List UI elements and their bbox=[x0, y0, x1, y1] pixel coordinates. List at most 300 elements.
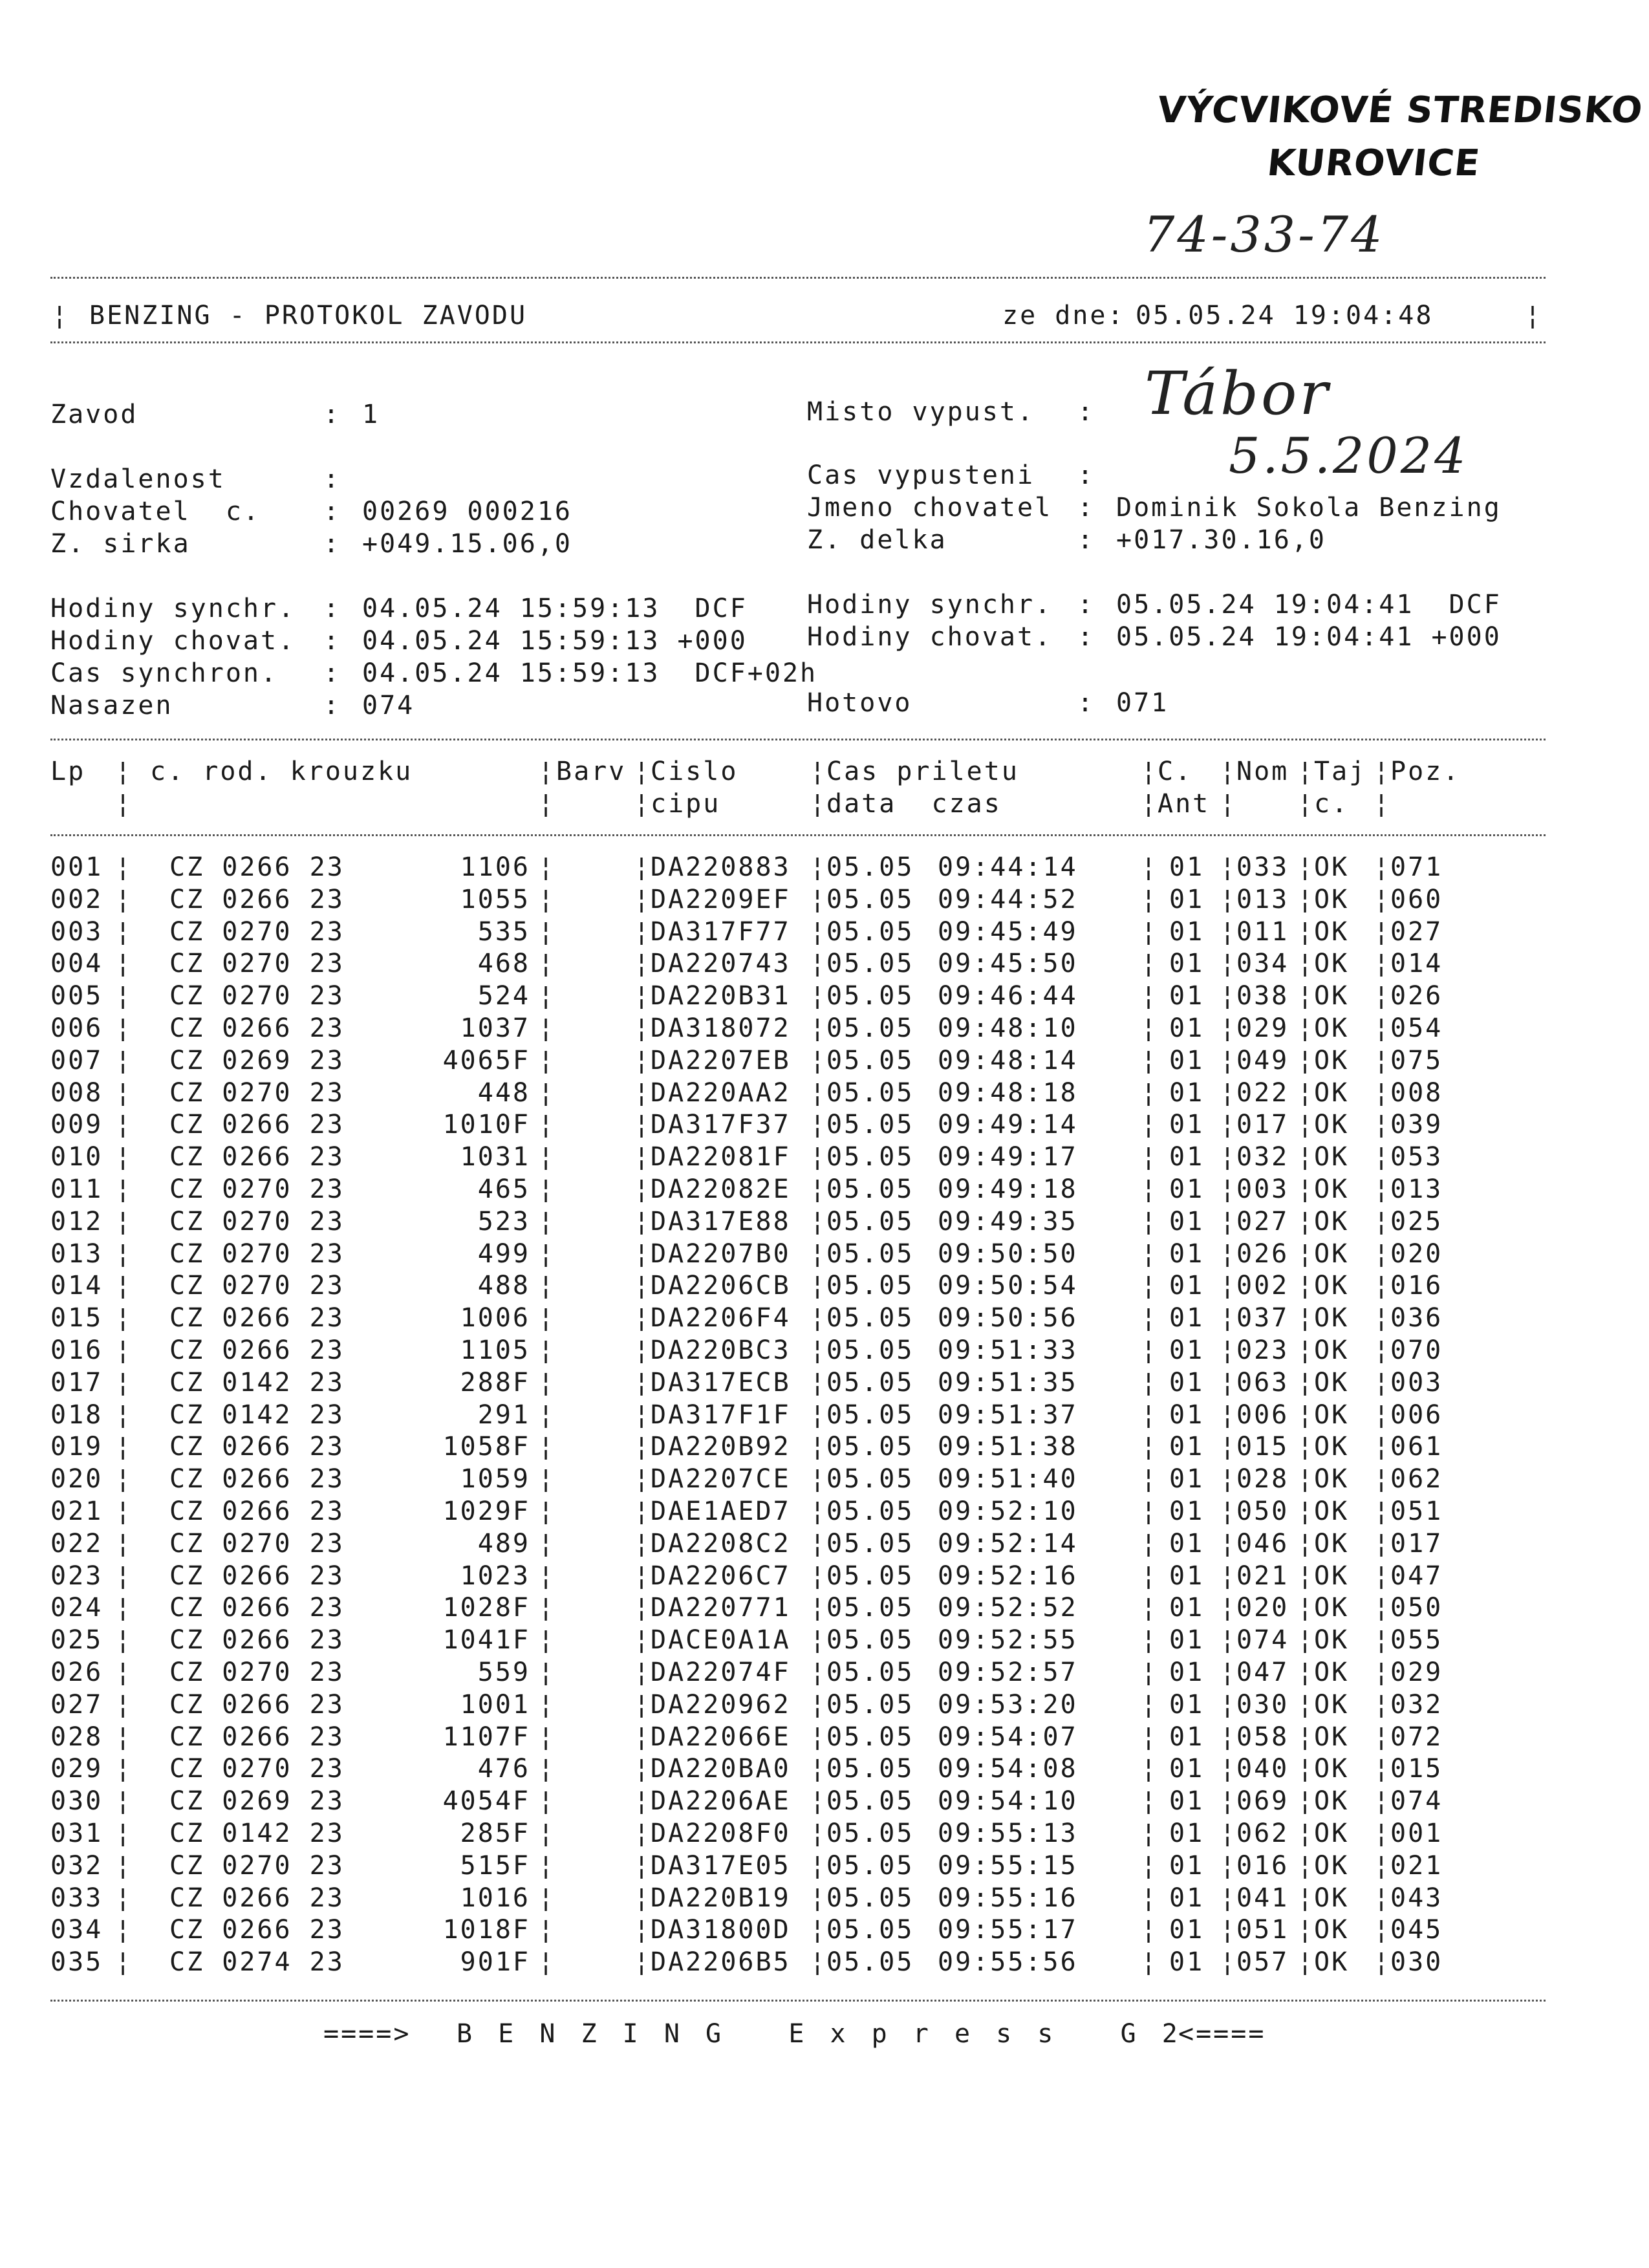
cell-separator: ¦ bbox=[1374, 1367, 1390, 1398]
cell-nom: 049 bbox=[1236, 1045, 1289, 1075]
cell-poz: 074 bbox=[1390, 1786, 1443, 1817]
cell-separator: ¦ bbox=[115, 1658, 131, 1687]
cell-separator: ¦ bbox=[1220, 1367, 1236, 1398]
cell-time: 09:51:40 bbox=[938, 1464, 1078, 1495]
col-sep: ¦ bbox=[1297, 757, 1315, 786]
cell-ring: CZ 0266 23 bbox=[169, 1722, 345, 1752]
col-sep: ¦ bbox=[1374, 789, 1392, 819]
cell-lp: 021 bbox=[50, 1496, 103, 1526]
cell-date: 05.05 bbox=[826, 1689, 914, 1720]
cell-separator: ¦ bbox=[115, 1883, 131, 1913]
cell-separator: ¦ bbox=[810, 1561, 826, 1591]
cell-separator: ¦ bbox=[810, 1947, 826, 1978]
col-nom: Nom bbox=[1236, 757, 1289, 786]
cell-ring: CZ 0142 23 bbox=[169, 1399, 345, 1430]
cell-separator: ¦ bbox=[1297, 1625, 1313, 1656]
hs-left-label: Hodiny synchr. bbox=[50, 594, 296, 623]
cell-ant: 01 bbox=[1169, 981, 1205, 1011]
cell-chip: DA220B92 bbox=[651, 1432, 791, 1462]
cell-poz: 047 bbox=[1390, 1561, 1443, 1591]
cell-num: 1028F bbox=[442, 1593, 530, 1623]
cell-separator: ¦ bbox=[810, 1271, 826, 1301]
cell-separator: ¦ bbox=[538, 1045, 554, 1075]
nasazen-label: Nasazen bbox=[50, 691, 173, 720]
cell-nom: 017 bbox=[1236, 1110, 1289, 1140]
cell-num: 448 bbox=[477, 1077, 530, 1108]
col-sep: ¦ bbox=[1374, 757, 1392, 786]
cell-separator: ¦ bbox=[1220, 884, 1236, 914]
cell-nom: 074 bbox=[1236, 1625, 1289, 1656]
cell-separator: ¦ bbox=[810, 1399, 826, 1430]
cell-nom: 034 bbox=[1236, 949, 1289, 979]
cell-separator: ¦ bbox=[1141, 1238, 1157, 1269]
cell-separator: ¦ bbox=[1220, 1464, 1236, 1495]
cell-ant: 01 bbox=[1169, 1399, 1205, 1430]
cell-ring: CZ 0266 23 bbox=[169, 1883, 345, 1913]
cell-separator: ¦ bbox=[1297, 1206, 1313, 1237]
table-row bbox=[0, 1271, 1649, 1303]
cell-nom: 029 bbox=[1236, 1013, 1289, 1043]
cell-ring: CZ 0266 23 bbox=[169, 1625, 345, 1656]
cell-ring: CZ 0266 23 bbox=[169, 1464, 345, 1495]
cell-ok: OK bbox=[1314, 1496, 1350, 1526]
table-row bbox=[0, 1625, 1649, 1658]
cell-separator: ¦ bbox=[1297, 1399, 1313, 1430]
cell-separator: ¦ bbox=[810, 1464, 826, 1495]
cell-date: 05.05 bbox=[826, 1528, 914, 1559]
colon: : bbox=[323, 497, 341, 526]
cell-ant: 01 bbox=[1169, 852, 1205, 882]
cell-ring: CZ 0269 23 bbox=[169, 1045, 345, 1075]
table-row bbox=[0, 1786, 1649, 1819]
cell-time: 09:49:17 bbox=[938, 1142, 1078, 1172]
table-row bbox=[0, 1303, 1649, 1335]
table-row bbox=[0, 1690, 1649, 1722]
cell-separator: ¦ bbox=[1374, 1496, 1390, 1526]
cell-separator: ¦ bbox=[115, 852, 131, 882]
cell-separator: ¦ bbox=[538, 1850, 554, 1881]
cell-chip: DA220B31 bbox=[651, 981, 791, 1011]
cell-separator: ¦ bbox=[1141, 1947, 1157, 1978]
cell-ring: CZ 0266 23 bbox=[169, 1496, 345, 1526]
cell-separator: ¦ bbox=[538, 1110, 554, 1140]
cell-date: 05.05 bbox=[826, 1077, 914, 1108]
cell-separator: ¦ bbox=[634, 1561, 650, 1591]
cell-time: 09:54:08 bbox=[938, 1754, 1078, 1784]
hs-right-value: 05.05.24 19:04:41 DCF bbox=[1116, 590, 1502, 620]
table-row bbox=[0, 1174, 1649, 1207]
cell-num: 465 bbox=[477, 1174, 530, 1204]
cell-nom: 051 bbox=[1236, 1915, 1289, 1945]
col-lp: Lp bbox=[50, 757, 86, 786]
cell-ok: OK bbox=[1314, 949, 1350, 979]
cell-separator: ¦ bbox=[115, 1303, 131, 1334]
cell-poz: 062 bbox=[1390, 1464, 1443, 1495]
cell-lp: 024 bbox=[50, 1593, 103, 1623]
cell-separator: ¦ bbox=[115, 1496, 131, 1526]
colon: : bbox=[1077, 688, 1095, 718]
col-cas-2: data czas bbox=[826, 789, 1002, 819]
cell-nom: 041 bbox=[1236, 1883, 1289, 1913]
cell-separator: ¦ bbox=[810, 1850, 826, 1881]
cell-nom: 020 bbox=[1236, 1593, 1289, 1623]
cell-date: 05.05 bbox=[826, 1399, 914, 1430]
cell-ant: 01 bbox=[1169, 1045, 1205, 1075]
cell-separator: ¦ bbox=[634, 1045, 650, 1075]
divider-top bbox=[50, 277, 1546, 279]
handwritten-code: 74-33-74 bbox=[1143, 206, 1385, 263]
cell-separator: ¦ bbox=[115, 1206, 131, 1237]
cell-separator: ¦ bbox=[115, 1528, 131, 1559]
cell-nom: 030 bbox=[1236, 1689, 1289, 1720]
cell-ring: CZ 0266 23 bbox=[169, 1915, 345, 1945]
header-right-bar: ¦ bbox=[1525, 301, 1543, 330]
cell-date: 05.05 bbox=[826, 1367, 914, 1398]
colon: : bbox=[323, 658, 341, 688]
colon: : bbox=[323, 691, 341, 720]
cell-separator: ¦ bbox=[1141, 1786, 1157, 1817]
cell-poz: 006 bbox=[1390, 1399, 1443, 1430]
cell-ant: 01 bbox=[1169, 1238, 1205, 1269]
cell-separator: ¦ bbox=[634, 1367, 650, 1398]
cell-lp: 035 bbox=[50, 1947, 103, 1978]
cell-ant: 01 bbox=[1169, 1206, 1205, 1237]
cell-separator: ¦ bbox=[1374, 1561, 1390, 1591]
cell-ant: 01 bbox=[1169, 884, 1205, 914]
cell-ring: CZ 0270 23 bbox=[169, 916, 345, 947]
jmeno-label: Jmeno chovatel bbox=[807, 493, 1053, 523]
stamp-line-1: VÝCVIKOVÉ STREDISKO bbox=[1155, 89, 1645, 131]
cell-separator: ¦ bbox=[1141, 916, 1157, 947]
cell-separator: ¦ bbox=[538, 1658, 554, 1687]
cell-num: 523 bbox=[477, 1206, 530, 1237]
cell-chip: DA2208C2 bbox=[651, 1528, 791, 1559]
cell-separator: ¦ bbox=[1297, 1464, 1313, 1495]
hc-right-value: 05.05.24 19:04:41 +000 bbox=[1116, 622, 1502, 652]
cell-poz: 021 bbox=[1390, 1850, 1443, 1881]
cell-chip: DA22066E bbox=[651, 1722, 791, 1752]
cell-nom: 069 bbox=[1236, 1786, 1289, 1817]
chovatel-value: 00269 000216 bbox=[362, 497, 572, 526]
cell-num: 1023 bbox=[460, 1561, 530, 1591]
col-poz: Poz. bbox=[1390, 757, 1461, 786]
cell-date: 05.05 bbox=[826, 1754, 914, 1784]
zavod-value: 1 bbox=[362, 400, 380, 429]
cell-separator: ¦ bbox=[1374, 1528, 1390, 1559]
hotovo-value: 071 bbox=[1116, 688, 1169, 718]
cell-time: 09:48:18 bbox=[938, 1077, 1078, 1108]
cell-ok: OK bbox=[1314, 1432, 1350, 1462]
cell-separator: ¦ bbox=[538, 981, 554, 1011]
cell-nom: 037 bbox=[1236, 1303, 1289, 1334]
cell-ring: CZ 0270 23 bbox=[169, 1077, 345, 1108]
cell-num: 488 bbox=[477, 1271, 530, 1301]
cell-separator: ¦ bbox=[115, 1174, 131, 1204]
cell-separator: ¦ bbox=[634, 1819, 650, 1848]
cell-ok: OK bbox=[1314, 1593, 1350, 1623]
cell-lp: 028 bbox=[50, 1722, 103, 1752]
cell-separator: ¦ bbox=[634, 1335, 650, 1365]
jmeno-value: Dominik Sokola Benzing bbox=[1116, 493, 1502, 523]
cell-lp: 026 bbox=[50, 1658, 103, 1687]
col-sep: ¦ bbox=[115, 757, 133, 786]
cell-separator: ¦ bbox=[810, 1625, 826, 1656]
colon: : bbox=[323, 529, 341, 559]
cell-separator: ¦ bbox=[538, 1335, 554, 1365]
cell-chip: DA317E88 bbox=[651, 1206, 791, 1237]
cell-ok: OK bbox=[1314, 1077, 1350, 1108]
cell-ant: 01 bbox=[1169, 1786, 1205, 1817]
cell-separator: ¦ bbox=[810, 1819, 826, 1848]
cell-chip: DA2207B0 bbox=[651, 1238, 791, 1269]
cell-chip: DA220B19 bbox=[651, 1883, 791, 1913]
col-sep: ¦ bbox=[1141, 757, 1159, 786]
cell-separator: ¦ bbox=[1141, 852, 1157, 882]
cell-num: 288F bbox=[460, 1367, 530, 1398]
cell-nom: 016 bbox=[1236, 1850, 1289, 1881]
stamp-line-2: KUROVICE bbox=[1265, 142, 1483, 184]
cell-ok: OK bbox=[1314, 1271, 1350, 1301]
cell-separator: ¦ bbox=[634, 916, 650, 947]
cell-time: 09:55:16 bbox=[938, 1883, 1078, 1913]
table-row bbox=[0, 1819, 1649, 1851]
col-taj-2: c. bbox=[1314, 789, 1350, 819]
cell-poz: 003 bbox=[1390, 1367, 1443, 1398]
cell-separator: ¦ bbox=[1141, 884, 1157, 914]
cell-separator: ¦ bbox=[634, 884, 650, 914]
cell-separator: ¦ bbox=[1141, 1367, 1157, 1398]
cell-lp: 009 bbox=[50, 1110, 103, 1140]
table-row bbox=[0, 885, 1649, 917]
cell-lp: 022 bbox=[50, 1528, 103, 1559]
cell-chip: DA318072 bbox=[651, 1013, 791, 1043]
table-row bbox=[0, 1142, 1649, 1174]
cell-separator: ¦ bbox=[1374, 1819, 1390, 1848]
cell-poz: 055 bbox=[1390, 1625, 1443, 1656]
cell-separator: ¦ bbox=[1374, 1593, 1390, 1623]
cell-separator: ¦ bbox=[1297, 1174, 1313, 1204]
cell-separator: ¦ bbox=[1297, 1786, 1313, 1817]
cell-lp: 004 bbox=[50, 949, 103, 979]
cell-date: 05.05 bbox=[826, 1142, 914, 1172]
cell-separator: ¦ bbox=[1374, 949, 1390, 979]
cell-num: 489 bbox=[477, 1528, 530, 1559]
cell-separator: ¦ bbox=[1141, 1561, 1157, 1591]
cell-separator: ¦ bbox=[115, 949, 131, 979]
cell-separator: ¦ bbox=[634, 981, 650, 1011]
cell-ant: 01 bbox=[1169, 1432, 1205, 1462]
table-row bbox=[0, 1915, 1649, 1947]
cell-separator: ¦ bbox=[1374, 1689, 1390, 1720]
cell-separator: ¦ bbox=[810, 1045, 826, 1075]
cell-separator: ¦ bbox=[1141, 1206, 1157, 1237]
table-row bbox=[0, 1013, 1649, 1046]
cell-separator: ¦ bbox=[1297, 1238, 1313, 1269]
cell-ring: CZ 0266 23 bbox=[169, 884, 345, 914]
cell-separator: ¦ bbox=[634, 1915, 650, 1945]
cell-poz: 014 bbox=[1390, 949, 1443, 979]
cell-nom: 006 bbox=[1236, 1399, 1289, 1430]
cell-chip: DA317F37 bbox=[651, 1110, 791, 1140]
cell-separator: ¦ bbox=[810, 1689, 826, 1720]
sirka-value: +049.15.06,0 bbox=[362, 529, 572, 559]
hs-left-value: 04.05.24 15:59:13 DCF bbox=[362, 594, 748, 623]
cell-separator: ¦ bbox=[810, 1722, 826, 1752]
colon: : bbox=[323, 626, 341, 656]
cell-separator: ¦ bbox=[1374, 1722, 1390, 1752]
cell-separator: ¦ bbox=[810, 916, 826, 947]
cell-separator: ¦ bbox=[115, 1045, 131, 1075]
cell-nom: 032 bbox=[1236, 1142, 1289, 1172]
cell-separator: ¦ bbox=[1297, 1722, 1313, 1752]
cell-date: 05.05 bbox=[826, 1722, 914, 1752]
cell-separator: ¦ bbox=[634, 1432, 650, 1462]
cell-separator: ¦ bbox=[810, 1915, 826, 1945]
cell-chip: DA2206B5 bbox=[651, 1947, 791, 1978]
cell-poz: 020 bbox=[1390, 1238, 1443, 1269]
cell-separator: ¦ bbox=[538, 1238, 554, 1269]
cell-separator: ¦ bbox=[1220, 949, 1236, 979]
cell-lp: 008 bbox=[50, 1077, 103, 1108]
cell-ant: 01 bbox=[1169, 1850, 1205, 1881]
hs-right-label: Hodiny synchr. bbox=[807, 590, 1053, 620]
cell-date: 05.05 bbox=[826, 1303, 914, 1334]
header-date-value: 05.05.24 19:04:48 bbox=[1136, 301, 1434, 330]
cell-separator: ¦ bbox=[538, 1947, 554, 1978]
cell-separator: ¦ bbox=[1297, 981, 1313, 1011]
cell-separator: ¦ bbox=[538, 1593, 554, 1623]
cell-separator: ¦ bbox=[538, 1206, 554, 1237]
cell-nom: 057 bbox=[1236, 1947, 1289, 1978]
cell-ok: OK bbox=[1314, 1561, 1350, 1591]
cell-time: 09:52:14 bbox=[938, 1528, 1078, 1559]
col-taj-1: Taj bbox=[1314, 757, 1367, 786]
cell-separator: ¦ bbox=[1374, 981, 1390, 1011]
cell-ant: 01 bbox=[1169, 1689, 1205, 1720]
cell-separator: ¦ bbox=[1297, 1689, 1313, 1720]
cell-separator: ¦ bbox=[634, 1271, 650, 1301]
cell-num: 1105 bbox=[460, 1335, 530, 1365]
cell-separator: ¦ bbox=[1141, 1528, 1157, 1559]
cell-date: 05.05 bbox=[826, 1593, 914, 1623]
table-row bbox=[0, 1046, 1649, 1078]
cell-lp: 014 bbox=[50, 1271, 103, 1301]
cell-date: 05.05 bbox=[826, 884, 914, 914]
cell-separator: ¦ bbox=[1374, 1947, 1390, 1978]
cell-separator: ¦ bbox=[634, 1722, 650, 1752]
cell-ant: 01 bbox=[1169, 1528, 1205, 1559]
cell-num: 1037 bbox=[460, 1013, 530, 1043]
cell-separator: ¦ bbox=[1220, 1819, 1236, 1848]
cell-chip: DA2206AE bbox=[651, 1786, 791, 1817]
cell-separator: ¦ bbox=[538, 1883, 554, 1913]
cell-separator: ¦ bbox=[1220, 852, 1236, 882]
cell-separator: ¦ bbox=[1374, 1786, 1390, 1817]
cell-separator: ¦ bbox=[634, 1110, 650, 1140]
cell-chip: DA220AA2 bbox=[651, 1077, 791, 1108]
cell-ring: CZ 0270 23 bbox=[169, 949, 345, 979]
cell-ok: OK bbox=[1314, 1625, 1350, 1656]
cell-separator: ¦ bbox=[1220, 1947, 1236, 1978]
cell-ant: 01 bbox=[1169, 949, 1205, 979]
cell-poz: 013 bbox=[1390, 1174, 1443, 1204]
cell-nom: 003 bbox=[1236, 1174, 1289, 1204]
cell-separator: ¦ bbox=[1374, 1110, 1390, 1140]
cell-separator: ¦ bbox=[115, 1367, 131, 1398]
cell-separator: ¦ bbox=[115, 1464, 131, 1495]
col-cas-1: Cas priletu bbox=[826, 757, 1019, 786]
cell-chip: DAE1AED7 bbox=[651, 1496, 791, 1526]
cell-separator: ¦ bbox=[810, 1786, 826, 1817]
cell-time: 09:51:33 bbox=[938, 1335, 1078, 1365]
cell-ant: 01 bbox=[1169, 1303, 1205, 1334]
cell-ant: 01 bbox=[1169, 1819, 1205, 1848]
cell-separator: ¦ bbox=[1220, 1658, 1236, 1687]
cell-separator: ¦ bbox=[115, 1077, 131, 1108]
table-row bbox=[0, 1368, 1649, 1400]
cell-separator: ¦ bbox=[1374, 1399, 1390, 1430]
cell-separator: ¦ bbox=[634, 1174, 650, 1204]
cell-separator: ¦ bbox=[1141, 1883, 1157, 1913]
cell-ok: OK bbox=[1314, 1399, 1350, 1430]
cell-lp: 031 bbox=[50, 1819, 103, 1848]
cell-time: 09:52:16 bbox=[938, 1561, 1078, 1591]
cell-poz: 016 bbox=[1390, 1271, 1443, 1301]
cell-time: 09:50:56 bbox=[938, 1303, 1078, 1334]
col-krouzek: c. rod. krouzku bbox=[150, 757, 413, 786]
nasazen-value: 074 bbox=[362, 691, 415, 720]
cell-nom: 063 bbox=[1236, 1367, 1289, 1398]
cell-separator: ¦ bbox=[634, 852, 650, 882]
cell-time: 09:55:13 bbox=[938, 1819, 1078, 1848]
cell-date: 05.05 bbox=[826, 1206, 914, 1237]
cell-separator: ¦ bbox=[1220, 1722, 1236, 1752]
table-row bbox=[0, 1883, 1649, 1916]
cell-num: 1018F bbox=[442, 1915, 530, 1945]
cell-separator: ¦ bbox=[1374, 1464, 1390, 1495]
cell-separator: ¦ bbox=[1374, 1013, 1390, 1043]
cell-time: 09:51:38 bbox=[938, 1432, 1078, 1462]
cell-ok: OK bbox=[1314, 1754, 1350, 1784]
cell-separator: ¦ bbox=[1297, 949, 1313, 979]
colon: : bbox=[323, 464, 341, 494]
hc-left-value: 04.05.24 15:59:13 +000 bbox=[362, 626, 748, 656]
cell-separator: ¦ bbox=[634, 1625, 650, 1656]
cell-num: 1107F bbox=[442, 1722, 530, 1752]
misto-label: Misto vypust. bbox=[807, 397, 1035, 427]
cell-separator: ¦ bbox=[810, 1174, 826, 1204]
cell-separator: ¦ bbox=[1374, 1625, 1390, 1656]
cell-poz: 032 bbox=[1390, 1689, 1443, 1720]
cell-separator: ¦ bbox=[538, 1496, 554, 1526]
cell-ant: 01 bbox=[1169, 1754, 1205, 1784]
cell-date: 05.05 bbox=[826, 1174, 914, 1204]
cell-chip: DA2206CB bbox=[651, 1271, 791, 1301]
cell-separator: ¦ bbox=[634, 1238, 650, 1269]
cell-date: 05.05 bbox=[826, 1045, 914, 1075]
cell-separator: ¦ bbox=[538, 1399, 554, 1430]
cell-ant: 01 bbox=[1169, 1947, 1205, 1978]
cell-separator: ¦ bbox=[1141, 1689, 1157, 1720]
cell-ok: OK bbox=[1314, 1464, 1350, 1495]
cell-num: 4054F bbox=[442, 1786, 530, 1817]
cell-separator: ¦ bbox=[634, 1658, 650, 1687]
cell-separator: ¦ bbox=[634, 1528, 650, 1559]
col-sep: ¦ bbox=[1220, 757, 1238, 786]
cell-nom: 026 bbox=[1236, 1238, 1289, 1269]
col-barv: Barv bbox=[556, 757, 627, 786]
cell-chip: DA22074F bbox=[651, 1658, 791, 1687]
